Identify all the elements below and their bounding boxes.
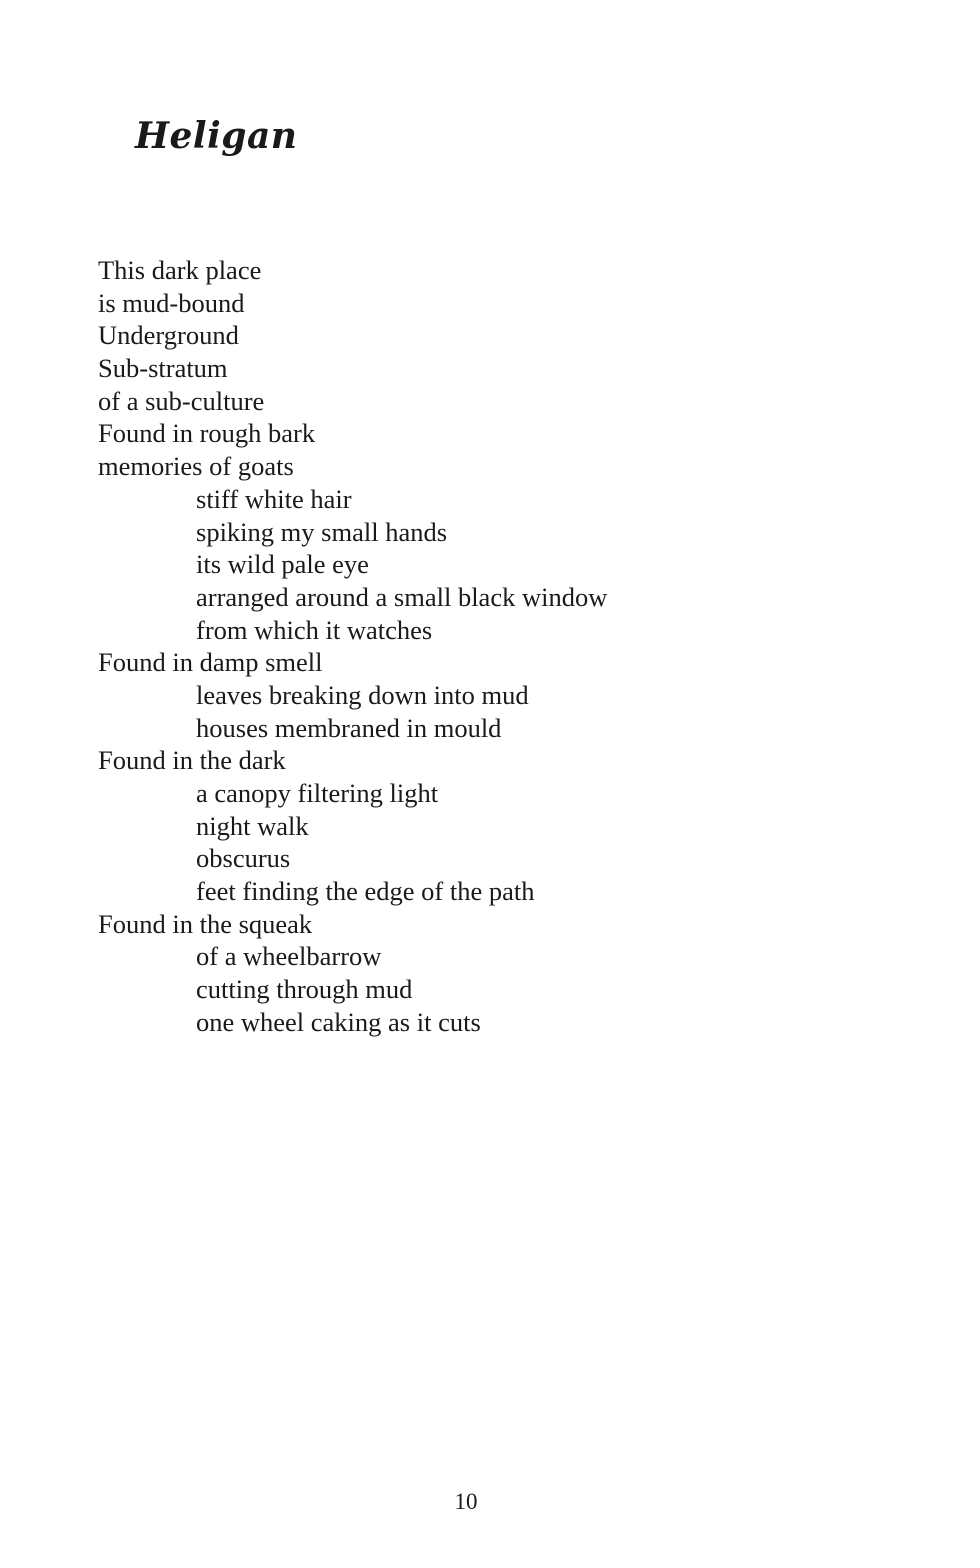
poem-line: Found in damp smell bbox=[98, 647, 323, 678]
poem-line: Found in the dark bbox=[98, 745, 286, 776]
poem-line: night walk bbox=[196, 810, 309, 841]
poem-line: Underground bbox=[98, 320, 239, 351]
poem-line: spiking my small hands bbox=[196, 516, 448, 547]
poem-line: of a wheelbarrow bbox=[196, 941, 382, 972]
poem-line: feet finding the edge of the path bbox=[196, 876, 535, 907]
poem-line: its wild pale eye bbox=[196, 549, 369, 580]
poem-line: cutting through mud bbox=[196, 974, 413, 1005]
poem-body bbox=[98, 254, 607, 1039]
poem-line: is mud-bound bbox=[98, 287, 245, 318]
poem-line: of a sub-culture bbox=[98, 385, 265, 416]
poem-line: houses membraned in mould bbox=[196, 712, 502, 743]
poem-line: one wheel caking as it cuts bbox=[196, 1006, 481, 1037]
poem-line: This dark place bbox=[98, 255, 262, 285]
poem-line: Found in rough bark bbox=[98, 418, 316, 449]
poem-line: stiff white hair bbox=[196, 483, 352, 514]
poem-line: memories of goats bbox=[98, 451, 294, 482]
poem-line: obscurus bbox=[196, 843, 291, 874]
poem-line: from which it watches bbox=[196, 614, 433, 645]
page-number: 10 bbox=[454, 1489, 478, 1514]
poem-line: arranged around a small black window bbox=[196, 581, 608, 612]
poem-line: Sub-stratum bbox=[98, 353, 228, 384]
poem-line: Found in the squeak bbox=[98, 908, 313, 939]
poem-line: a canopy filtering light bbox=[196, 778, 439, 808]
poem-line: leaves breaking down into mud bbox=[196, 679, 529, 710]
poem-title: Heligan bbox=[135, 115, 298, 157]
